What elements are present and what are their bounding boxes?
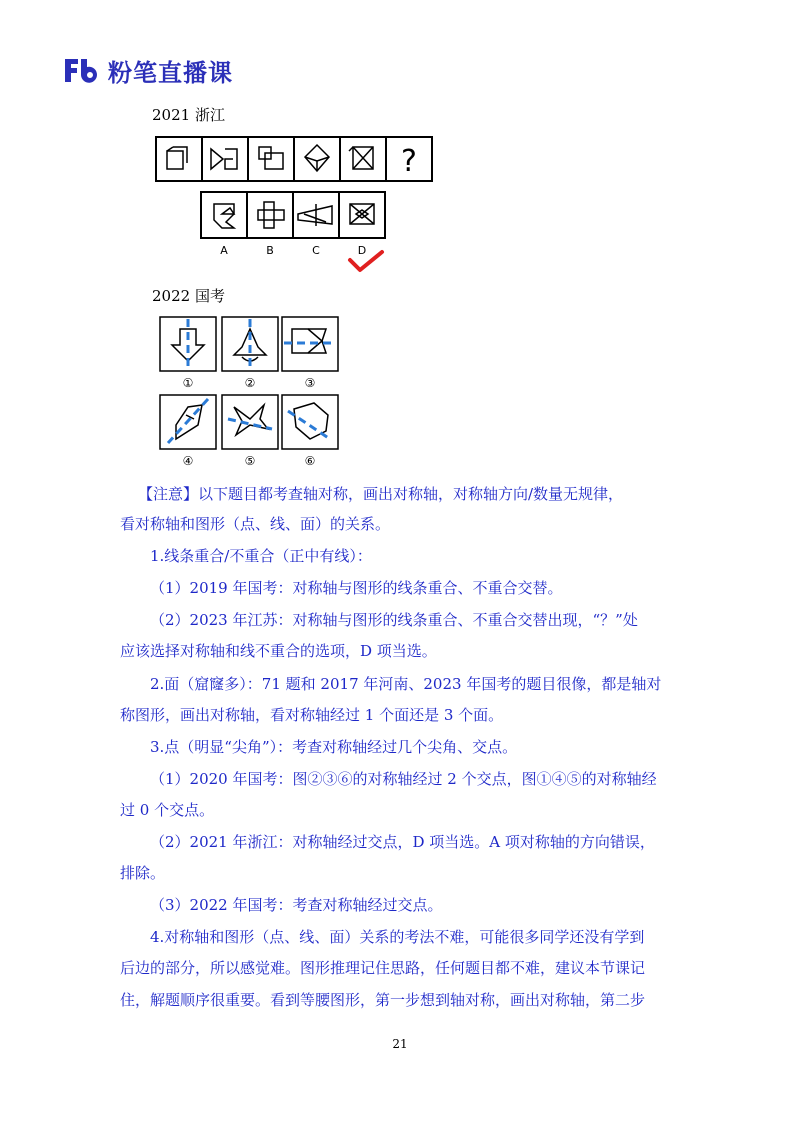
option-b-label: B bbox=[266, 244, 274, 257]
text-line: 后边的部分，所以感觉难。图形推理记住思路，任何题目都不难，建议本节课记 bbox=[120, 959, 646, 977]
figure-label-1: ① bbox=[182, 376, 194, 390]
text-line: 1.线条重合/不重合（正中有线）： bbox=[150, 547, 372, 565]
figure-label-6: ⑥ bbox=[304, 454, 316, 468]
text-line: 4.对称轴和图形（点、线、面）关系的考法不难，可能很多同学还没有学到 bbox=[150, 928, 645, 946]
figure-2021-question bbox=[155, 135, 435, 185]
text-line: 3.点（明显“尖角”）：考查对称轴经过几个尖角、交点。 bbox=[150, 738, 518, 756]
text-line: 应该选择对称轴和线不重合的选项，D 项当选。 bbox=[120, 642, 437, 660]
header bbox=[62, 50, 233, 90]
figure-label-5: ⑤ bbox=[244, 454, 256, 468]
text-line: 2.面（窟窿多）：71 题和 2017 年河南、2023 年国考的题目很像，都是轴对 bbox=[150, 675, 662, 693]
brand-title: 粉笔直播课 bbox=[108, 58, 233, 87]
text-line: （2）2021 年浙江：对称轴经过交点，D 项当选。A 项对称轴的方向错误， bbox=[150, 833, 655, 851]
page-number: 21 bbox=[392, 1037, 408, 1051]
text-line: （3）2022 年国考：考查对称轴经过交点。 bbox=[150, 896, 443, 914]
option-c-label: C bbox=[312, 244, 320, 257]
figure-label-3: ③ bbox=[304, 376, 316, 390]
text-line: 【注意】以下题目都考查轴对称，画出对称轴，对称轴方向/数量无规律， bbox=[138, 485, 624, 503]
figure-2022 bbox=[158, 315, 343, 470]
fb-logo-icon bbox=[62, 55, 102, 85]
option-a-label: A bbox=[220, 244, 228, 257]
question-mark: ? bbox=[401, 144, 417, 179]
text-line: 排除。 bbox=[120, 864, 166, 882]
text-line: 住，解题顺序很重要。看到等腰图形，第一步想到轴对称，画出对称轴，第二步 bbox=[120, 991, 646, 1009]
text-line: （2）2023 年江苏：对称轴与图形的线条重合、不重合交替出现，“？”处 bbox=[150, 611, 638, 629]
text-line: （1）2020 年国考：图②③⑥的对称轴经过 2 个交点，图①④⑤的对称轴经 bbox=[150, 770, 657, 788]
text-line: 过 0 个交点。 bbox=[120, 801, 215, 819]
text-line: （1）2019 年国考：对称轴与图形的线条重合、不重合交替。 bbox=[150, 579, 563, 597]
section-title-2021: 2021 浙江 bbox=[152, 106, 225, 124]
option-d-label: D bbox=[357, 244, 367, 257]
figure-label-2: ② bbox=[244, 376, 256, 390]
text-line: 称图形，画出对称轴，看对称轴经过 1 个面还是 3 个面。 bbox=[120, 706, 504, 724]
figure-2021-options bbox=[200, 190, 400, 280]
section-title-2022: 2022 国考 bbox=[152, 287, 225, 305]
text-line: 看对称轴和图形（点、线、面）的关系。 bbox=[120, 515, 391, 533]
figure-label-4: ④ bbox=[182, 454, 194, 468]
